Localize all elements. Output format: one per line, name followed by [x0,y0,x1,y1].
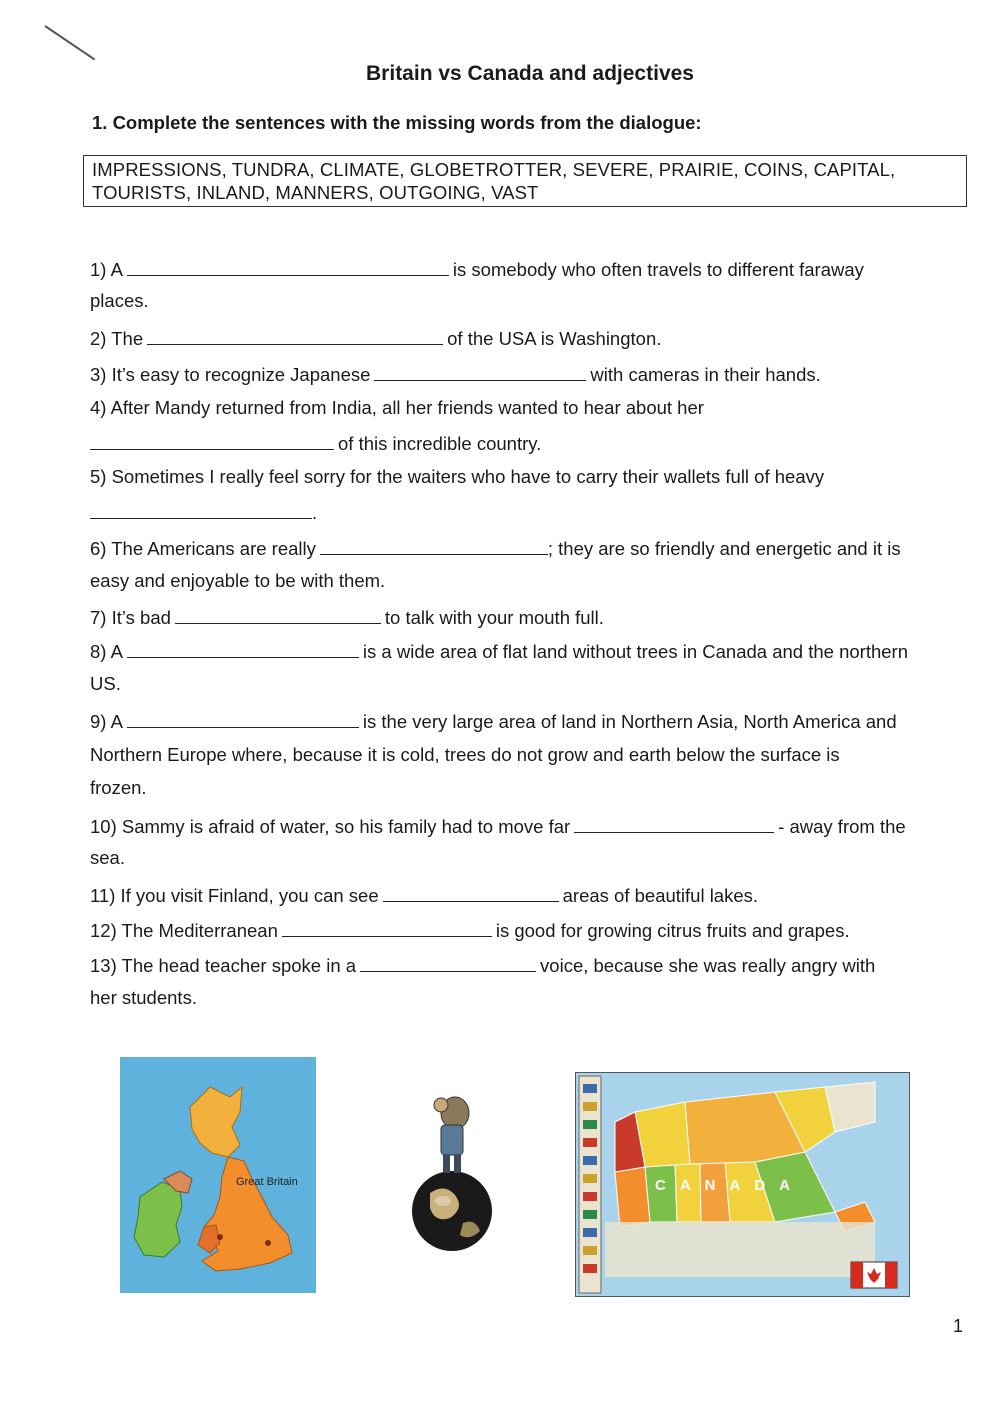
globetrotter-image [405,1083,500,1253]
word-bank-box [83,155,967,207]
sentence-6 [90,536,901,560]
sentence-8 [90,639,908,663]
sentence-text: areas of beautiful lakes. [562,885,759,906]
sentence-2 [90,326,661,350]
sentence-9-continued: Northern Europe where, because it is cold, trees do not grow and earth below the surface is [90,744,840,765]
sentence-text: ; they are so friendly and energetic and it is [547,538,901,559]
answer-blank-8[interactable] [127,639,359,658]
sentence-13-continued: her students. [90,987,197,1008]
sentence-4-continued [90,431,541,455]
sentence-5-continued [90,500,317,524]
sentence-text: 1) A [90,259,123,280]
uk-map-label: Great Britain [236,1176,298,1188]
sentence-text: is good for growing citrus fruits and grapes. [495,920,850,941]
sentence-text: of the USA is Washington. [447,328,662,349]
answer-blank-12[interactable] [282,918,492,937]
sentence-text: 6) The Americans are really [90,538,316,559]
answer-blank-11[interactable] [383,883,559,902]
sentence-text: 3) It’s easy to recognize Japanese [90,364,371,385]
word-bank-line-2: TOURISTS, INLAND, MANNERS, OUTGOING, VAST [92,182,539,203]
sentence-text: 9) A [90,711,123,732]
sentence-9-end: frozen. [90,777,147,798]
canada-map-image [575,1072,910,1297]
sentence-10-continued: sea. [90,847,125,868]
answer-blank-3[interactable] [374,362,586,381]
sentence-text: 12) The Mediterranean [90,920,278,941]
answer-blank-4[interactable] [90,431,334,450]
answer-blank-9[interactable] [127,709,359,728]
word-bank-line-1: IMPRESSIONS, TUNDRA, CLIMATE, GLOBETROTTER, SEVERE, PRAIRIE, COINS, CAPITAL, [92,159,896,180]
sentence-text: is somebody who often travels to different faraway [452,259,864,280]
answer-blank-7[interactable] [175,605,381,624]
answer-blank-6[interactable] [320,536,548,555]
sentence-1-continued: places. [90,290,149,311]
sentence-text: to talk with your mouth full. [384,607,604,628]
pen-mark [44,25,95,60]
sentence-text: is the very large area of land in Northern Asia, North America and [362,711,897,732]
sentence-text: . [312,502,318,523]
sentence-text: 11) If you visit Finland, you can see [90,885,379,906]
exercise-instruction: 1. Complete the sentences with the missing words from the dialogue: [92,112,702,133]
sentence-13 [90,953,875,977]
sentence-9 [90,709,897,733]
sentence-text: 13) The head teacher spoke in a [90,955,357,976]
answer-blank-10[interactable] [574,814,774,833]
sentence-5: 5) Sometimes I really feel sorry for the waiters who have to carry their wallets full of heavy [90,466,825,487]
sentence-text: voice, because she was really angry with [540,955,876,976]
sentence-text: of this incredible country. [338,433,542,454]
sentence-text: - away from the [778,816,906,837]
sentence-8-continued: US. [90,673,121,694]
sentence-7 [90,605,604,629]
sentence-10 [90,814,906,838]
sentence-text: with cameras in their hands. [590,364,821,385]
canada-map-label: CANADA [655,1177,804,1194]
sentence-text: 2) The [90,328,144,349]
sentence-text: 10) Sammy is afraid of water, so his family had to move far [90,816,571,837]
sentence-text: 8) A [90,641,123,662]
page-number: 1 [953,1316,964,1336]
answer-blank-1[interactable] [127,257,449,276]
page-title: Britain vs Canada and adjectives [366,62,694,85]
sentence-text: 7) It’s bad [90,607,171,628]
answer-blank-13[interactable] [360,953,536,972]
uk-map-image [120,1057,316,1293]
sentence-1 [90,257,864,281]
sentence-text: is a wide area of flat land without trees in Canada and the northern [362,641,908,662]
sentence-3 [90,362,821,386]
sentence-11 [90,883,758,907]
sentence-4: 4) After Mandy returned from India, all her friends wanted to hear about her [90,397,704,418]
sentence-12 [90,918,850,942]
answer-blank-5[interactable] [90,500,312,519]
sentence-6-continued: easy and enjoyable to be with them. [90,570,386,591]
answer-blank-2[interactable] [147,326,443,345]
